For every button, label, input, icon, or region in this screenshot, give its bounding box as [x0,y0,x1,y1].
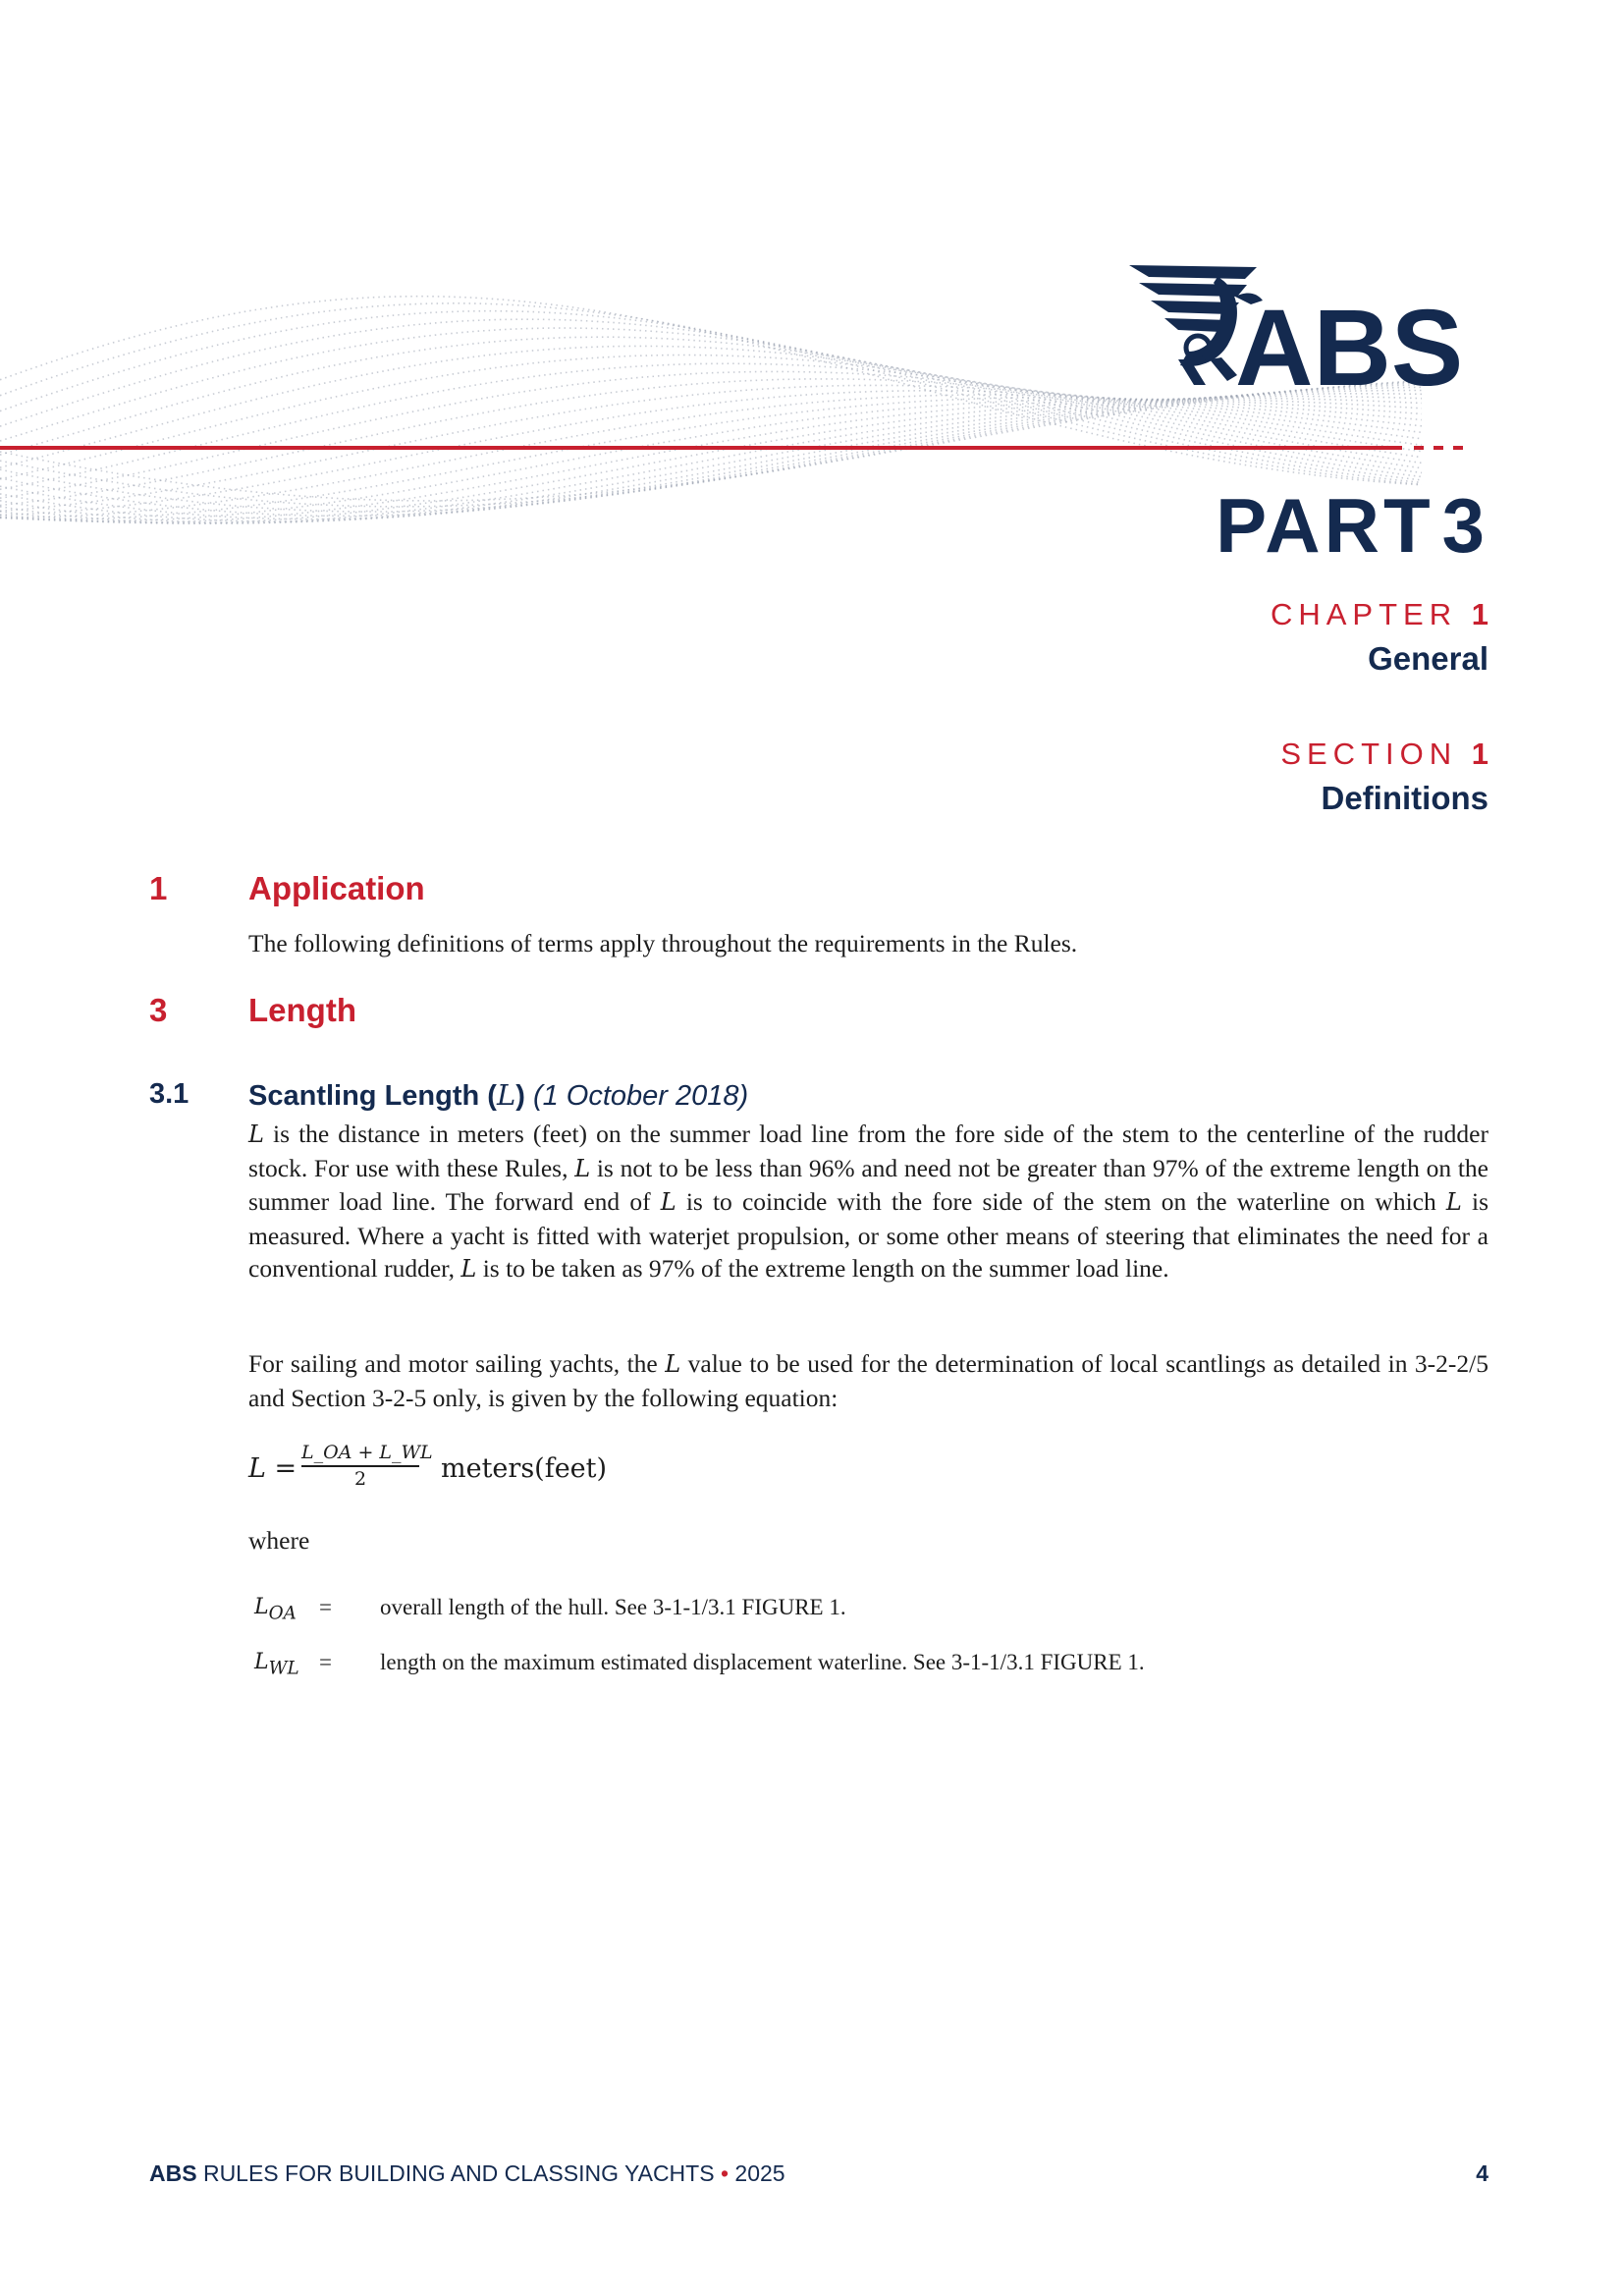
page-number: 4 [1476,2160,1488,2186]
application-number: 1 [149,870,168,906]
wave-line [0,379,1422,506]
wave-line [0,387,1422,519]
definition-text: overall length of the hull. See 3-1-1/3.1 FIGURE 1. [380,1595,846,1619]
section-heading [1280,737,1488,817]
definition-symbol: $L_{OA}$ [254,1595,297,1624]
chapter-number: 1 [1471,597,1488,631]
section-number: 1 [1471,737,1488,771]
footer-title: ABS RULES FOR BUILDING AND CLASSING YACHTS • 2025 [149,2160,785,2186]
definition-symbol: $L_{WL}$ [254,1650,299,1679]
scantling-paragraph-1: L is the distance in meters (feet) on the summer load line from the fore side of the stem to the centerline of the rudder stock. For use with these Rules, L is not to be less than 96% and need not be greater than 97% of the extreme length on the summer load line. The forward end of L is to coincide with the fore side of the stem on the waterline on which L is measured. Where a yacht is fitted with waterjet propulsion, or some other means of steering that eliminates the need for a conventional rudder, L is to be taken as 97% of the extreme length on the summer load line. [248,1120,1488,1283]
chapter-name: General [1368,640,1488,677]
application-title: Application [248,870,425,906]
definition-text: length on the maximum estimated displacement waterline. See 3-1-1/3.1 FIGURE 1. [380,1650,1145,1674]
part-number: 3 [1441,482,1488,569]
header-red-rule [0,446,1402,450]
footer-year: 2025 [734,2160,785,2186]
section-label: SECTION 1 [1280,737,1488,771]
scantling-paragraph-2: For sailing and motor sailing yachts, the L value to be used for the determination of local scantlings as detailed in 3-2-2/5 and Section 3-2-5 only, is given by the following equation: [248,1349,1488,1412]
wave-line [0,399,1422,524]
wave-line [0,381,1422,501]
scantling-title: Scantling Length (L) (1 October 2018) [248,1078,749,1112]
section-name: Definitions [1321,780,1488,816]
chapter-label: CHAPTER 1 [1270,597,1488,631]
chapter-heading [1271,597,1488,678]
part-word: PART [1216,482,1434,569]
length-title: Length [248,992,356,1028]
equation-unit: meters(feet) [441,1453,608,1484]
equation-lhs: L = [248,1453,298,1484]
equation-denominator: 2 [353,1468,367,1490]
scantling-symbol: L [496,1078,516,1112]
abs-logo [1119,257,1483,395]
scantling-number: 3.1 [149,1078,189,1110]
length-number: 3 [149,992,168,1028]
wave-line [0,397,1422,524]
part-title [1216,481,1488,571]
equation-fraction [301,1442,433,1490]
where-text: where [248,1526,310,1555]
header-red-dashes [1414,446,1473,450]
equation-numerator: L_OA + L_WL [301,1442,433,1463]
footer-brand: ABS [149,2160,197,2186]
scantling-date: (1 October 2018) [532,1080,749,1112]
abs-logo-text: ABS [1235,288,1464,395]
application-text: The following definitions of terms apply throughout the requirements in the Rules. [248,929,1078,957]
wave-line [0,399,1422,520]
